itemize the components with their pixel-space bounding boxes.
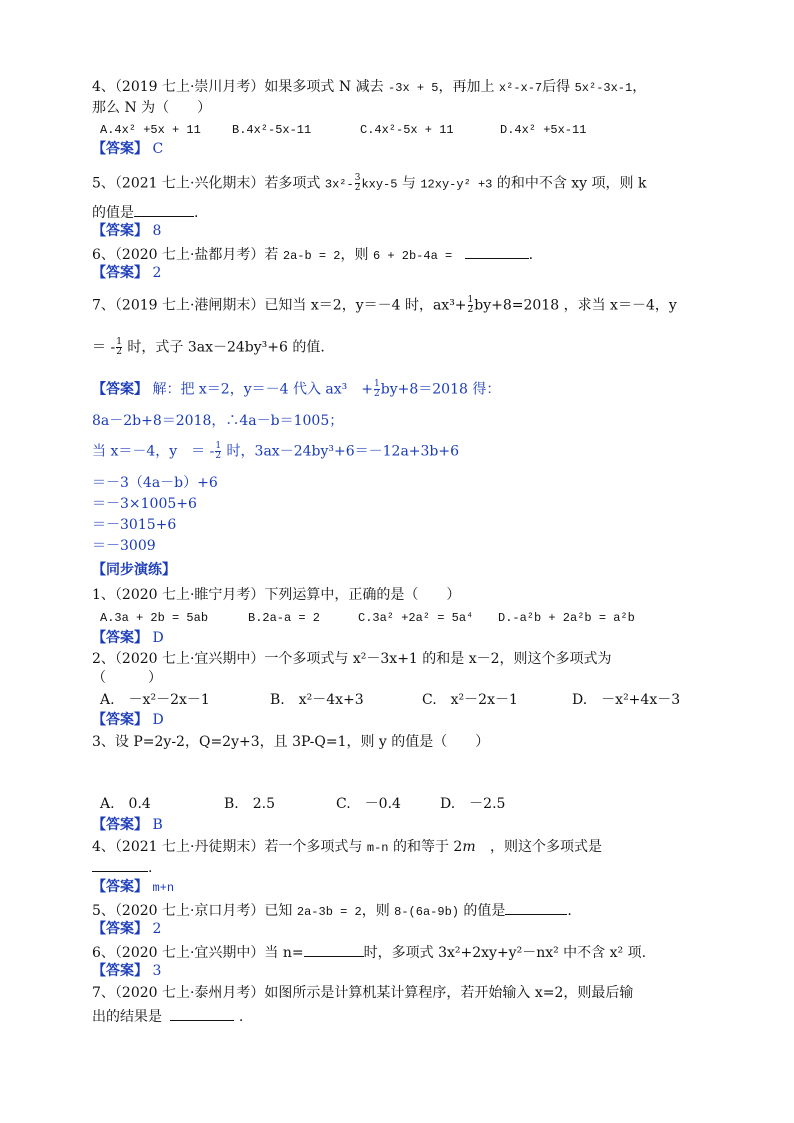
q5-expr2: 12xy-y² +3 bbox=[420, 177, 493, 192]
q5-line2-text: 的值是 bbox=[92, 205, 134, 221]
q7-fraction-2 bbox=[116, 338, 122, 357]
answer-blank[interactable] bbox=[170, 1006, 234, 1021]
answer-value: 2 bbox=[152, 265, 162, 281]
s2-option-b: B. x²－4x+3 bbox=[270, 692, 364, 708]
s5-answer bbox=[92, 920, 161, 938]
s1-option-b: B.2a-a = 2 bbox=[248, 611, 321, 625]
answer-value: m+n bbox=[152, 881, 175, 895]
s7-line2 bbox=[92, 1006, 243, 1026]
answer-label: 【答案】 bbox=[92, 630, 148, 646]
s5-mid: ，则 bbox=[361, 903, 390, 919]
answer-value: 2 bbox=[152, 921, 162, 937]
s1-options bbox=[100, 609, 635, 627]
s4-answer bbox=[92, 878, 174, 897]
q4-option-a: A.4x² +5x + 11 bbox=[100, 123, 201, 137]
q6-answer bbox=[92, 264, 161, 282]
s4-var: m bbox=[462, 839, 476, 855]
s5-expr2: 8-(6a-9b) bbox=[394, 905, 459, 919]
q7-fraction bbox=[468, 296, 474, 315]
s4-line2 bbox=[92, 857, 152, 877]
s1-line1: 1、（2020 七上·睢宁月考）下列运算中，正确的是（ ） bbox=[92, 587, 461, 603]
answer-label: 【答案】 bbox=[92, 712, 148, 728]
q5-tail: 的和中不含 xy 项，则 k bbox=[496, 175, 647, 192]
s2-option-a: A. －x²－2x－1 bbox=[100, 692, 210, 708]
frac-num: 3 bbox=[354, 173, 361, 183]
solution-step-6: ＝－3015+6 bbox=[92, 517, 177, 533]
s3-option-a: A. 0.4 bbox=[100, 796, 151, 812]
q6-line1 bbox=[92, 244, 533, 265]
s1-option-c: C.3a² +2a² = 5a⁴ bbox=[358, 611, 474, 625]
s4-tail: ，则这个多项式是 bbox=[490, 839, 603, 855]
s4-expr1: m-n bbox=[366, 841, 389, 855]
answer-label: 【答案】 bbox=[92, 879, 148, 895]
s4-line1 bbox=[92, 838, 602, 857]
solution-step-4: ＝－3（4a－b）+6 bbox=[92, 475, 218, 491]
q5-text: 5、（2021 七上·兴化期末）若多项式 bbox=[92, 175, 321, 192]
q5-fraction bbox=[355, 174, 361, 193]
solution-step-1b: by+8＝2018 得： bbox=[380, 381, 501, 398]
solution-step-1a: 解：把 x＝2，y＝－4 代入 ax³ + bbox=[152, 381, 374, 398]
solution-step-5: ＝－3×1005+6 bbox=[92, 496, 197, 512]
q4-answer bbox=[92, 140, 163, 158]
frac-den: 2 bbox=[374, 389, 380, 399]
s2-line1: 2、（2020 七上·宜兴期中）一个多项式与 x²－3x+1 的和是 x－2，则这个多项式为 bbox=[92, 651, 612, 667]
answer-label: 【答案】 bbox=[92, 963, 148, 979]
solution-fraction-2 bbox=[215, 442, 221, 461]
q7-tail: by+8=2018 ，求当 x＝－4，y bbox=[474, 297, 677, 314]
q6-mid: ，则 bbox=[340, 247, 369, 263]
q4-line2: 那么 N 为（ ） bbox=[92, 100, 212, 116]
q4-expr3: 5x²-3x-1 bbox=[574, 81, 633, 95]
q4-expr2: x²-x-7 bbox=[498, 81, 543, 95]
solution-step-2: 8a－2b+8＝2018，∴4a－b＝1005； bbox=[92, 413, 344, 429]
solution-step-3a: 当 x＝－4，y ＝ bbox=[92, 443, 206, 460]
q6-end: . bbox=[528, 247, 534, 263]
answer-blank[interactable] bbox=[465, 244, 529, 259]
frac-num: 1 bbox=[374, 379, 380, 389]
s6-text: 6、（2020 七上·宜兴期中）当 n= bbox=[92, 945, 304, 961]
q7-text: 7、（2019 七上·港闸期末）已知当 x＝2，y＝－4 时，ax³+ bbox=[92, 297, 467, 314]
answer-label: 【答案】 bbox=[92, 223, 148, 239]
s3-option-b: B. 2.5 bbox=[224, 796, 276, 812]
answer-value: B bbox=[152, 817, 163, 833]
solution-fraction bbox=[374, 380, 380, 399]
q4-option-d: D.4x² +5x-11 bbox=[500, 123, 587, 137]
answer-blank[interactable] bbox=[505, 900, 567, 915]
q5-line1 bbox=[92, 174, 646, 194]
frac-den: 2 bbox=[215, 451, 222, 461]
frac-num: 1 bbox=[467, 295, 474, 305]
q5-mid: 与 bbox=[401, 175, 416, 192]
s6-answer bbox=[92, 962, 161, 980]
q5-expr1: 3x²- bbox=[324, 177, 354, 192]
answer-value: 3 bbox=[152, 963, 162, 979]
s2-options bbox=[100, 691, 680, 709]
s1-option-a: A.3a + 2b = 5ab bbox=[100, 611, 209, 625]
q5-answer bbox=[92, 222, 161, 240]
q7-sign: - bbox=[110, 339, 116, 356]
answer-label: 【答案】 bbox=[92, 381, 148, 398]
answer-value: D bbox=[152, 630, 164, 646]
q6-text: 6、（2020 七上·盐都月考）若 bbox=[92, 247, 279, 263]
answer-value: D bbox=[152, 712, 164, 728]
q4-line1 bbox=[92, 78, 646, 97]
q4-text: 4、（2019 七上·崇川月考）如果多项式 N 减去 bbox=[92, 79, 384, 95]
s5-text: 5、（2020 七上·京口月考）已知 bbox=[92, 903, 293, 919]
s3-options bbox=[100, 795, 505, 813]
solution-sign: - bbox=[209, 443, 215, 460]
q5-line2 bbox=[92, 202, 198, 222]
answer-label: 【答案】 bbox=[92, 265, 148, 281]
s1-answer bbox=[92, 629, 164, 647]
s3-option-d: D. －2.5 bbox=[440, 796, 506, 812]
s2-option-d: D. －x²+4x－3 bbox=[572, 692, 681, 708]
q4-expr1: -3x + 5 bbox=[388, 81, 439, 95]
answer-blank[interactable] bbox=[92, 857, 148, 872]
s3-option-c: C. －0.4 bbox=[336, 796, 401, 812]
s4-end: . bbox=[148, 860, 153, 876]
s1-option-d: D.-a²b + 2a²b = a²b bbox=[498, 611, 635, 625]
frac-num: 1 bbox=[215, 441, 222, 451]
s6-line1 bbox=[92, 942, 646, 962]
q5-expr1b: kxy-5 bbox=[361, 177, 398, 192]
answer-label: 【答案】 bbox=[92, 921, 148, 937]
q4-option-c: C.4x²-5x + 11 bbox=[360, 123, 454, 137]
s5-end: . bbox=[567, 903, 572, 919]
q7-answer-line bbox=[92, 380, 500, 399]
s3-answer bbox=[92, 816, 163, 834]
s4-text: 4、（2021 七上·丹徒期末）若一个多项式与 bbox=[92, 839, 363, 855]
q7-line2-text: 时，式子 3ax－24by³+6 的值. bbox=[127, 339, 325, 356]
s5-expr1: 2a-3b = 2 bbox=[296, 905, 362, 919]
frac-num: 1 bbox=[116, 337, 122, 347]
s5-line1 bbox=[92, 900, 572, 921]
s2-option-c: C. x²－2x－1 bbox=[422, 692, 518, 708]
frac-den: 2 bbox=[116, 347, 122, 357]
solution-step-3 bbox=[92, 442, 459, 461]
q4-tail: ， bbox=[632, 79, 647, 95]
solution-step-3b: 时，3ax－24by³+6＝－12a+3b+6 bbox=[226, 443, 460, 460]
q5-end: . bbox=[194, 205, 199, 221]
answer-blank[interactable] bbox=[134, 202, 194, 217]
s7-end: . bbox=[238, 1009, 244, 1025]
frac-den: 2 bbox=[354, 183, 361, 193]
q7-eq: ＝ bbox=[92, 339, 106, 356]
solution-step-7: ＝－3009 bbox=[92, 538, 156, 554]
answer-blank[interactable] bbox=[304, 942, 364, 957]
s2-answer bbox=[92, 711, 164, 729]
answer-label: 【答案】 bbox=[92, 141, 148, 157]
s5-tail: 的值是 bbox=[463, 903, 506, 919]
q7-line1 bbox=[92, 296, 677, 315]
q7-line2 bbox=[92, 338, 325, 357]
s6-mid: 时，多项式 3x²+2xy+y²－nx² 中不含 x² 项. bbox=[363, 945, 647, 961]
q4-mid: ，再加上 bbox=[438, 79, 495, 95]
q4-options bbox=[100, 121, 586, 139]
s3-line1: 3、设 P=2y-2，Q=2y+3，且 3P-Q=1，则 y 的值是（ ） bbox=[92, 734, 490, 750]
q6-expr1: 2a-b = 2 bbox=[282, 249, 341, 263]
s4-mid: 的和等于 2 bbox=[392, 839, 463, 855]
s7-line1: 7、（2020 七上·泰州月考）如图所示是计算机某计算程序，若开始输入 x=2，则最后输 bbox=[92, 985, 634, 1001]
answer-value: 8 bbox=[152, 223, 162, 239]
section-title: 【同步演练】 bbox=[92, 562, 176, 578]
answer-label: 【答案】 bbox=[92, 817, 148, 833]
s2-line2: （ ） bbox=[92, 670, 162, 686]
frac-den: 2 bbox=[467, 305, 474, 315]
q6-expr2: 6 + 2b-4a = bbox=[372, 249, 453, 263]
q4-mid2: 后得 bbox=[542, 79, 571, 95]
q4-option-b: B.4x²-5x-11 bbox=[232, 123, 312, 137]
answer-value: C bbox=[152, 141, 164, 157]
s7-line2-text: 出的结果是 bbox=[92, 1009, 162, 1025]
